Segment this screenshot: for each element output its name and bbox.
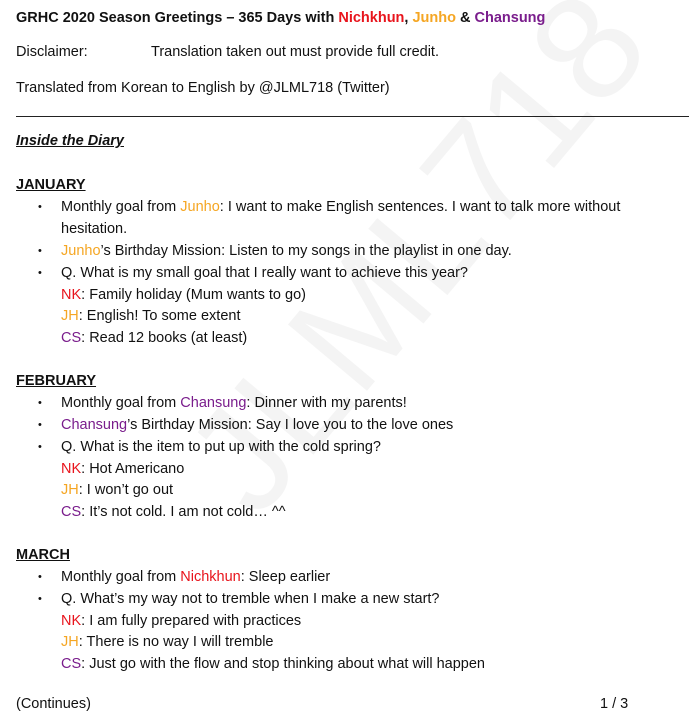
tag-cs: CS	[61, 330, 82, 346]
title-name-chansung: Chansung	[474, 10, 546, 26]
answer-text: : It’s not cold. I am not cold… ^^	[81, 504, 286, 520]
january-answer-cs	[61, 328, 247, 350]
january-answer-nk	[61, 285, 306, 307]
bullet-icon: •	[38, 245, 42, 257]
january-monthly-goal	[61, 197, 676, 240]
title-name-nichkhun: Nichkhun	[338, 10, 405, 26]
tag-cs: CS	[61, 656, 82, 672]
translator-credit: Translated from Korean to English by @JLML718 (Twitter)	[16, 80, 390, 96]
document-title	[16, 8, 545, 30]
tag-jh: JH	[61, 308, 79, 324]
name-chansung: Chansung	[180, 395, 247, 411]
tag-jh: JH	[61, 482, 79, 498]
february-birthday-mission	[61, 415, 676, 437]
bullet-icon: •	[38, 397, 42, 409]
march-answer-cs	[61, 654, 485, 676]
title-prefix: GRHC 2020 Season Greetings – 365 Days with	[16, 10, 339, 26]
goal-prefix: Monthly goal from	[61, 569, 181, 585]
march-monthly-goal	[61, 567, 676, 589]
disclaimer-text: Translation taken out must provide full credit.	[151, 44, 439, 60]
answer-text: : I am fully prepared with practices	[81, 613, 302, 629]
goal-prefix: Monthly goal from	[61, 395, 181, 411]
bullet-icon: •	[38, 593, 42, 605]
answer-text: : Family holiday (Mum wants to go)	[81, 287, 306, 303]
answer-text: : There is no way I will tremble	[78, 634, 274, 650]
goal-text: : Sleep earlier	[240, 569, 331, 585]
february-question: Q. What is the item to put up with the cold spring?	[61, 439, 381, 455]
january-answer-jh	[61, 306, 240, 328]
answer-text: : Hot Americano	[81, 461, 185, 477]
march-question: Q. What’s my way not to tremble when I make a new start?	[61, 591, 440, 607]
continues-note: (Continues)	[16, 696, 91, 712]
february-answer-cs	[61, 502, 286, 524]
name-nichkhun: Nichkhun	[180, 569, 241, 585]
goal-text: : Dinner with my parents!	[246, 395, 407, 411]
title-ampersand: &	[455, 10, 475, 26]
horizontal-rule	[16, 116, 689, 117]
tag-nk: NK	[61, 461, 82, 477]
month-heading-january: JANUARY	[16, 177, 86, 193]
tag-nk: NK	[61, 287, 82, 303]
mission-text: ’s Birthday Mission: Listen to my songs in the playlist in one day.	[100, 243, 512, 259]
page-number: 1 / 3	[600, 696, 629, 712]
section-title: Inside the Diary	[16, 133, 124, 149]
title-name-junho: Junho	[412, 10, 456, 26]
tag-cs: CS	[61, 504, 82, 520]
mission-text: ’s Birthday Mission: Say I love you to the love ones	[127, 417, 454, 433]
answer-text: : I won’t go out	[78, 482, 174, 498]
bullet-icon: •	[38, 441, 42, 453]
january-birthday-mission	[61, 241, 676, 263]
goal-prefix: Monthly goal from	[61, 199, 181, 215]
disclaimer-label: Disclaimer:	[16, 44, 88, 60]
month-heading-march: MARCH	[16, 547, 70, 563]
title-comma: ,	[404, 10, 413, 26]
february-answer-nk	[61, 459, 184, 481]
bullet-icon: •	[38, 571, 42, 583]
march-answer-nk	[61, 611, 301, 633]
name-junho: Junho	[61, 243, 101, 259]
tag-jh: JH	[61, 634, 79, 650]
goal-text: : I want to make English sentences. I want to talk more without hesitation.	[61, 199, 621, 237]
month-heading-february: FEBRUARY	[16, 373, 97, 389]
answer-text: : English! To some extent	[78, 308, 241, 324]
bullet-icon: •	[38, 419, 42, 431]
bullet-icon: •	[38, 267, 42, 279]
march-answer-jh	[61, 632, 273, 654]
january-question: Q. What is my small goal that I really want to achieve this year?	[61, 265, 468, 281]
answer-text: : Read 12 books (at least)	[81, 330, 248, 346]
tag-nk: NK	[61, 613, 82, 629]
february-monthly-goal	[61, 393, 676, 415]
name-chansung: Chansung	[61, 417, 128, 433]
bullet-icon: •	[38, 201, 42, 213]
name-junho: Junho	[180, 199, 220, 215]
answer-text: : Just go with the flow and stop thinking about what will happen	[81, 656, 485, 672]
february-answer-jh	[61, 480, 173, 502]
